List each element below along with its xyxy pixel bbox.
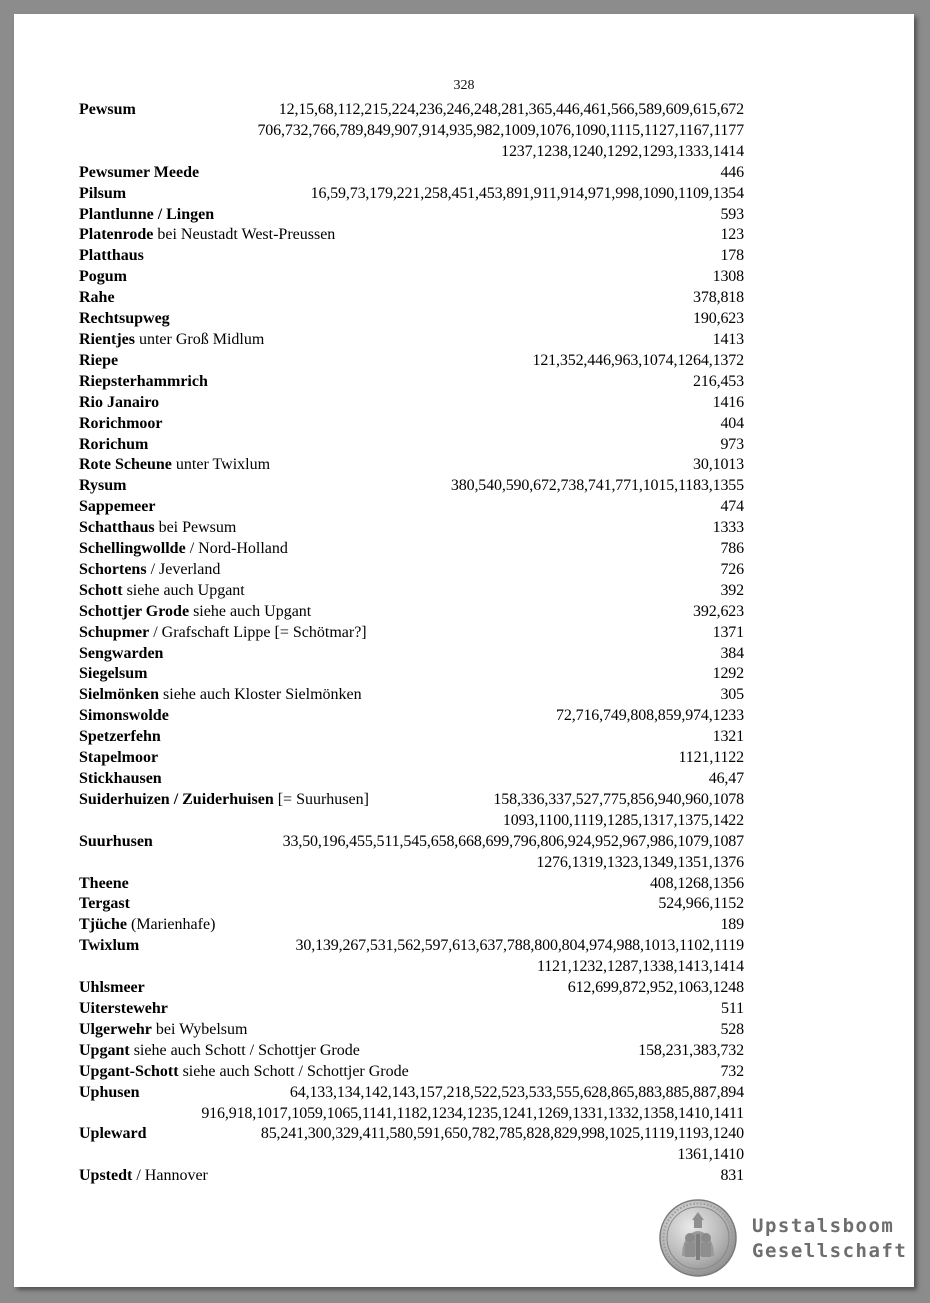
page-references: 916,918,1017,1059,1065,1141,1182,1234,1235,1241,1269,1331,1332,1358,1410,1411 xyxy=(201,1104,744,1122)
page-references: 123 xyxy=(720,226,744,244)
place-name-bold: Schupmer xyxy=(79,623,150,641)
place-name xyxy=(79,497,155,518)
page-references: 33,50,196,455,511,545,658,668,699,796,806,924,952,967,986,1079,1087 xyxy=(282,832,744,850)
page-references: 528 xyxy=(720,1020,744,1038)
index-entry xyxy=(79,727,744,748)
index-entry xyxy=(79,455,744,476)
place-name xyxy=(79,225,335,246)
index-entry xyxy=(79,1124,744,1145)
place-name-bold: Rientjes xyxy=(79,330,135,348)
place-name-bold: Sappemeer xyxy=(79,498,156,516)
place-name xyxy=(79,184,126,205)
place-name xyxy=(79,999,168,1020)
page-references: 524,966,1152 xyxy=(658,895,744,913)
place-name-bold: Rysum xyxy=(79,477,127,495)
index-entry xyxy=(79,1041,744,1062)
index-entry-continuation xyxy=(79,1145,744,1166)
place-name-bold: Siegelsum xyxy=(79,665,148,683)
page-references: 786 xyxy=(720,540,744,558)
place-name xyxy=(79,894,130,915)
page-references: 190,623 xyxy=(693,310,744,328)
document-page xyxy=(14,14,914,1287)
index-entry xyxy=(79,769,744,790)
index-entry xyxy=(79,372,744,393)
place-name-bold: Upgant-Schott xyxy=(79,1062,179,1080)
place-name xyxy=(79,100,136,121)
page-references: 1093,1100,1119,1285,1317,1375,1422 xyxy=(502,811,744,829)
place-name xyxy=(79,560,220,581)
place-name-bold: Upleward xyxy=(79,1125,147,1143)
place-name xyxy=(79,330,264,351)
index-entry xyxy=(79,100,744,121)
place-note: / Jeverland xyxy=(146,560,221,578)
page-references: 973 xyxy=(720,435,744,453)
index-entry-continuation xyxy=(79,957,744,978)
place-name xyxy=(79,1124,147,1145)
page-references: 46,47 xyxy=(708,770,744,787)
place-name xyxy=(79,435,148,456)
page-references: 706,732,766,789,849,907,914,935,982,1009,1076,1090,1115,1127,1167,1177 xyxy=(257,121,744,139)
place-name-bold: Sielmönken xyxy=(79,686,160,704)
place-name xyxy=(79,1083,139,1104)
place-name-bold: Spetzerfehn xyxy=(79,728,161,746)
page-number: 328 xyxy=(453,78,475,93)
index-entry xyxy=(79,414,744,435)
place-note: bei Neustadt West-Preussen xyxy=(153,226,336,244)
place-name-bold: Pewsum xyxy=(79,101,136,118)
place-name-bold: Pogum xyxy=(79,268,127,286)
place-name-bold: Platthaus xyxy=(79,247,144,265)
place-name xyxy=(79,163,199,184)
place-note: / Nord-Holland xyxy=(185,540,288,558)
index-entry xyxy=(79,936,744,957)
place-note: / Grafschaft Lippe [= Schötmar?] xyxy=(149,623,367,641)
index-entry xyxy=(79,915,744,936)
place-name xyxy=(79,539,288,560)
place-name xyxy=(79,581,245,602)
page-references: 384 xyxy=(720,644,744,662)
index-entry-continuation xyxy=(79,811,744,832)
page-references: 1321 xyxy=(712,728,744,746)
page-references: 158,336,337,527,775,856,940,960,1078 xyxy=(493,790,744,808)
index-entry xyxy=(79,330,744,351)
place-name-bold: Uiterstewehr xyxy=(79,999,168,1017)
place-name-bold: Rechtsupweg xyxy=(79,310,170,328)
place-note: siehe auch Schott / Schottjer Grode xyxy=(129,1041,360,1059)
place-name xyxy=(79,644,163,665)
place-note: unter Groß Midlum xyxy=(134,330,265,348)
page-references: 392,623 xyxy=(693,602,744,620)
index-entry-continuation xyxy=(79,853,744,874)
page-references: 593 xyxy=(720,205,744,223)
place-name xyxy=(79,288,115,309)
index-entry xyxy=(79,560,744,581)
place-name-bold: Simonswolde xyxy=(79,707,169,725)
place-name-bold: Upgant xyxy=(79,1041,130,1059)
place-name xyxy=(79,1041,360,1062)
page-references: 392 xyxy=(720,581,744,599)
place-name-bold: Suurhusen xyxy=(79,832,153,850)
place-name-bold: Schellingwollde xyxy=(79,540,186,558)
place-name xyxy=(79,246,144,267)
place-note: unter Twixlum xyxy=(171,456,271,474)
index-entry-continuation xyxy=(79,142,744,163)
page-references: 216,453 xyxy=(693,372,744,390)
place-name-bold: Tjüche xyxy=(79,916,127,934)
index-entry xyxy=(79,1166,744,1187)
place-name-bold: Uhlsmeer xyxy=(79,979,145,997)
place-name-bold: Tergast xyxy=(79,895,130,913)
place-note: bei Wybelsum xyxy=(151,1020,248,1038)
page-references: 1361,1410 xyxy=(677,1146,744,1164)
place-name xyxy=(79,685,362,706)
place-name xyxy=(79,393,159,414)
wordmark-line-2: Gesellschaft xyxy=(752,1240,908,1262)
place-note: siehe auch Kloster Sielmönken xyxy=(159,686,362,704)
index-entry xyxy=(79,874,744,895)
society-wordmark xyxy=(752,1214,907,1264)
page-references: 511 xyxy=(721,999,744,1017)
place-name-bold: Pilsum xyxy=(79,184,127,202)
page-references: 121,352,446,963,1074,1264,1372 xyxy=(532,351,744,369)
index-entry xyxy=(79,163,744,184)
index-entry xyxy=(79,832,744,853)
index-entry xyxy=(79,1020,744,1041)
page-references: 1413 xyxy=(712,330,744,348)
page-references: 831 xyxy=(720,1167,744,1185)
index-entry xyxy=(79,497,744,518)
place-name xyxy=(79,706,169,727)
index-entry xyxy=(79,894,744,915)
index-entry xyxy=(79,623,744,644)
page-references: 158,231,383,732 xyxy=(638,1041,744,1059)
place-name-bold: Riepe xyxy=(79,351,119,369)
place-name xyxy=(79,978,145,999)
index-entry xyxy=(79,664,744,685)
page-references: 446 xyxy=(720,163,744,181)
page-references: 30,139,267,531,562,597,613,637,788,800,804,974,988,1013,1102,1119 xyxy=(295,937,744,955)
index-entry xyxy=(79,790,744,811)
page-references: 404 xyxy=(720,414,744,432)
page-references: 178 xyxy=(720,247,744,265)
page-references: 12,15,68,112,215,224,236,246,248,281,365,446,461,566,589,609,615,672 xyxy=(278,101,744,118)
place-name xyxy=(79,832,153,853)
page-references: 1121,1122 xyxy=(678,749,744,767)
place-note: siehe auch Upgant xyxy=(189,602,312,620)
place-note: / Hannover xyxy=(132,1167,208,1185)
index-entry xyxy=(79,1062,744,1083)
page-references: 189 xyxy=(720,916,744,934)
index-entry xyxy=(79,685,744,706)
place-name-bold: Riepsterhammrich xyxy=(79,372,208,390)
place-name xyxy=(79,623,367,644)
place-name-bold: Uphusen xyxy=(79,1083,140,1101)
index-entry xyxy=(79,435,744,456)
index-entry xyxy=(79,309,744,330)
index-entry xyxy=(79,184,744,205)
place-name-bold: Rorichmoor xyxy=(79,414,163,432)
place-name xyxy=(79,664,147,685)
place-name-bold: Schatthaus xyxy=(79,519,155,537)
index-entry xyxy=(79,706,744,727)
page-references: 732 xyxy=(720,1062,744,1080)
place-name xyxy=(79,874,129,895)
place-name-bold: Twixlum xyxy=(79,937,140,955)
place-name xyxy=(79,748,158,769)
place-name-bold: Suiderhuizen / Zuiderhuisen xyxy=(79,790,274,808)
place-name-bold: Schottjer Grode xyxy=(79,602,190,620)
page-references: 1333 xyxy=(712,519,744,537)
index-entry xyxy=(79,518,744,539)
index-entry xyxy=(79,581,744,602)
index-entry-continuation xyxy=(79,1104,744,1125)
place-name xyxy=(79,727,161,748)
page-references: 30,1013 xyxy=(693,456,744,474)
page-references: 1308 xyxy=(712,268,744,286)
index-entry-continuation xyxy=(79,121,744,142)
page-references: 1121,1232,1287,1338,1413,1414 xyxy=(536,958,744,976)
index-entry xyxy=(79,978,744,999)
index-entry xyxy=(79,539,744,560)
index-entry xyxy=(79,602,744,623)
place-name xyxy=(79,790,369,811)
place-name-bold: Platenrode xyxy=(79,226,154,244)
place-name xyxy=(79,936,139,957)
place-note: siehe auch Schott / Schottjer Grode xyxy=(178,1062,409,1080)
index-entry xyxy=(79,205,744,226)
place-name xyxy=(79,351,118,372)
place-note: (Marienhafe) xyxy=(127,916,216,934)
place-name xyxy=(79,518,236,539)
place-name xyxy=(79,309,170,330)
page-references: 72,716,749,808,859,974,1233 xyxy=(556,707,744,725)
place-name-bold: Rahe xyxy=(79,289,115,307)
page-references: 726 xyxy=(720,560,744,578)
place-name xyxy=(79,769,162,790)
place-name-bold: Schortens xyxy=(79,560,147,578)
place-name xyxy=(79,1020,247,1041)
place-name-bold: Rorichum xyxy=(79,435,149,453)
index-entry xyxy=(79,351,744,372)
page-references: 474 xyxy=(720,498,744,516)
place-name xyxy=(79,602,311,623)
place-name xyxy=(79,414,163,435)
index-entry xyxy=(79,246,744,267)
place-name xyxy=(79,205,214,226)
place-name-bold: Rio Janairo xyxy=(79,393,160,411)
page-references: 612,699,872,952,1063,1248 xyxy=(567,979,744,997)
place-name xyxy=(79,1062,409,1083)
place-name xyxy=(79,455,270,476)
place-name-bold: Pewsumer Meede xyxy=(79,163,200,181)
place-name-bold: Upstedt xyxy=(79,1167,133,1185)
place-note: bei Pewsum xyxy=(154,519,237,537)
upstalsboom-seal-icon xyxy=(658,1198,738,1278)
page-references: 1371 xyxy=(712,623,744,641)
place-name xyxy=(79,372,208,393)
place-name xyxy=(79,915,215,936)
place-name-bold: Plantlunne / Lingen xyxy=(79,205,215,223)
page-references: 1237,1238,1240,1292,1293,1333,1414 xyxy=(501,142,744,160)
index-entry xyxy=(79,267,744,288)
place-name-bold: Ulgerwehr xyxy=(79,1020,152,1038)
index-entry xyxy=(79,225,744,246)
page-references: 16,59,73,179,221,258,451,453,891,911,914,971,998,1090,1109,1354 xyxy=(310,184,744,202)
index-entry xyxy=(79,644,744,665)
page-references: 1292 xyxy=(712,665,744,683)
place-name-bold: Sengwarden xyxy=(79,644,164,662)
place-note: siehe auch Upgant xyxy=(122,581,245,599)
page-references: 408,1268,1356 xyxy=(649,874,744,892)
index-entry xyxy=(79,1083,744,1104)
page-references: 305 xyxy=(720,686,744,704)
index-entry xyxy=(79,748,744,769)
index-entry xyxy=(79,288,744,309)
place-name-bold: Stapelmoor xyxy=(79,749,159,767)
place-name xyxy=(79,267,127,288)
place-name-bold: Stickhausen xyxy=(79,770,162,787)
place-name-bold: Schott xyxy=(79,581,123,599)
index-entry xyxy=(79,476,744,497)
place-name xyxy=(79,1166,208,1187)
page-references: 378,818 xyxy=(693,289,744,307)
place-name-bold: Rote Scheune xyxy=(79,456,172,474)
page-references: 85,241,300,329,411,580,591,650,782,785,828,829,998,1025,1119,1193,1240 xyxy=(260,1125,744,1143)
index-entry xyxy=(79,393,744,414)
index-entry xyxy=(79,999,744,1020)
page-references: 64,133,134,142,143,157,218,522,523,533,555,628,865,883,885,887,894 xyxy=(289,1083,744,1101)
place-name-bold: Theene xyxy=(79,874,129,892)
page-references: 1276,1319,1323,1349,1351,1376 xyxy=(536,853,744,871)
place-note: [= Suurhusen] xyxy=(273,790,369,808)
wordmark-line-1: Upstalsboom xyxy=(752,1215,895,1237)
place-name xyxy=(79,476,126,497)
place-index xyxy=(79,100,744,1187)
page-references: 380,540,590,672,738,741,771,1015,1183,1355 xyxy=(450,477,744,495)
page-references: 1416 xyxy=(712,393,744,411)
